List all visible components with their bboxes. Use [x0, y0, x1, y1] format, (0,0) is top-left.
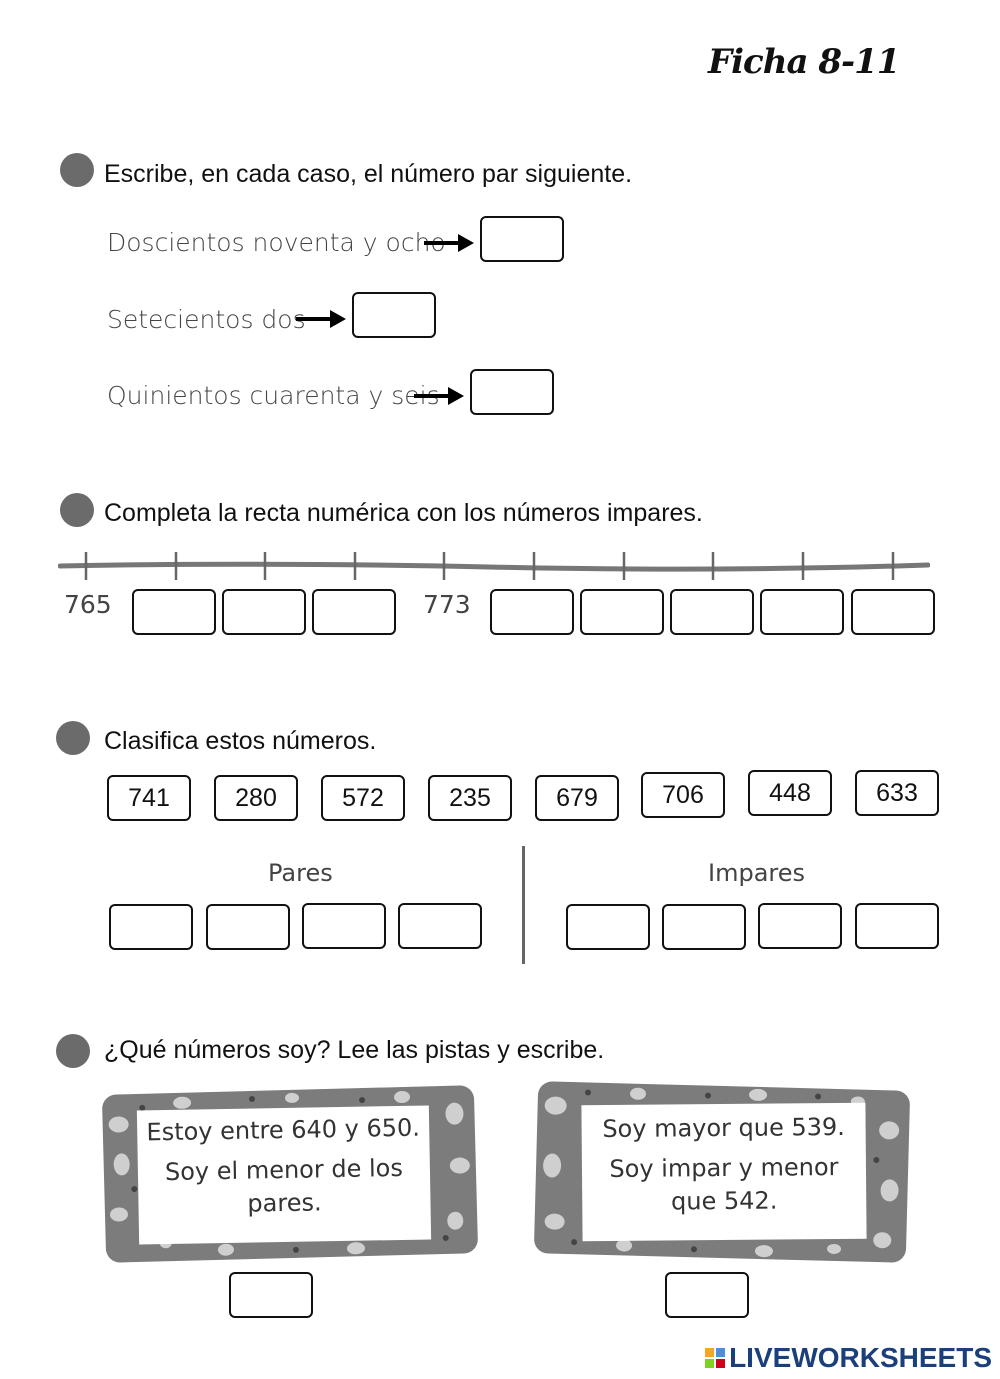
section2-heading: Completa la recta numérica con los números impares.: [104, 499, 703, 527]
number-chip-2[interactable]: 280: [214, 775, 298, 821]
impares-label: Impares: [708, 859, 806, 887]
brand-text: LIVEWORKSHEETS: [729, 1342, 992, 1373]
number-chip-3[interactable]: 572: [321, 775, 405, 821]
number-chip-8[interactable]: 633: [855, 770, 939, 816]
column-divider: [522, 846, 525, 964]
impares-box-3[interactable]: [758, 903, 842, 949]
impares-box-2[interactable]: [662, 904, 746, 950]
riddle-answer-box-1[interactable]: [229, 1272, 313, 1318]
number-line-box-8[interactable]: [851, 589, 935, 635]
item-text-1: Doscientos noventa y ocho: [107, 228, 446, 257]
clue-card-2-line1: Soy mayor que 539.: [602, 1112, 845, 1144]
number-chip-6[interactable]: 706: [641, 772, 725, 818]
impares-box-1[interactable]: [566, 904, 650, 950]
item-text-2: Setecientos dos: [107, 305, 306, 334]
section1-heading: Escribe, en cada caso, el número par siguiente.: [104, 160, 633, 188]
worksheet-title: Ficha 8-11: [708, 42, 900, 82]
clue-card-2-line2: Soy impar y menor que 542.: [609, 1153, 839, 1216]
number-line: [58, 548, 930, 584]
arrow-right-icon: [424, 232, 474, 254]
arrow-right-icon: [414, 385, 464, 407]
impares-box-4[interactable]: [855, 903, 939, 949]
section-bullet-2: [60, 493, 94, 527]
section-bullet-4: [56, 1034, 90, 1068]
section-bullet-3: [56, 721, 90, 755]
pares-box-1[interactable]: [109, 904, 193, 950]
number-line-start-label: 765: [64, 590, 112, 619]
number-chip-4[interactable]: 235: [428, 775, 512, 821]
answer-box-next-even-3[interactable]: [470, 369, 554, 415]
number-chip-1[interactable]: 741: [107, 775, 191, 821]
clue-card-1: [137, 1105, 431, 1244]
logo-grid-icon: [705, 1348, 725, 1368]
number-line-box-4[interactable]: [490, 589, 574, 635]
number-line-box-7[interactable]: [760, 589, 844, 635]
number-line-box-6[interactable]: [670, 589, 754, 635]
section3-heading: Clasifica estos números.: [104, 727, 377, 755]
number-chip-5[interactable]: 679: [535, 775, 619, 821]
pares-label: Pares: [268, 859, 333, 887]
number-line-box-5[interactable]: [580, 589, 664, 635]
arrow-right-icon: [296, 308, 346, 330]
number-line-box-3[interactable]: [312, 589, 396, 635]
riddle-answer-box-2[interactable]: [665, 1272, 749, 1318]
pares-box-2[interactable]: [206, 904, 290, 950]
number-line-middle-label: 773: [423, 590, 471, 619]
answer-box-next-even-1[interactable]: [480, 216, 564, 262]
number-line-box-2[interactable]: [222, 589, 306, 635]
clue-card-1-line1: Estoy entre 640 y 650.: [146, 1113, 421, 1147]
item-text-3: Quinientos cuarenta y seis: [107, 381, 440, 410]
clue-card-2: [581, 1103, 866, 1241]
section-bullet-1: [60, 153, 94, 187]
answer-box-next-even-2[interactable]: [352, 292, 436, 338]
number-chip-7[interactable]: 448: [748, 770, 832, 816]
number-line-box-1[interactable]: [132, 589, 216, 635]
liveworksheets-logo: [705, 1342, 992, 1374]
clue-card-1-line2: Soy el menor de los pares.: [164, 1154, 404, 1218]
section4-heading: ¿Qué números soy? Lee las pistas y escribe.: [104, 1036, 605, 1064]
pares-box-3[interactable]: [302, 903, 386, 949]
pares-box-4[interactable]: [398, 903, 482, 949]
